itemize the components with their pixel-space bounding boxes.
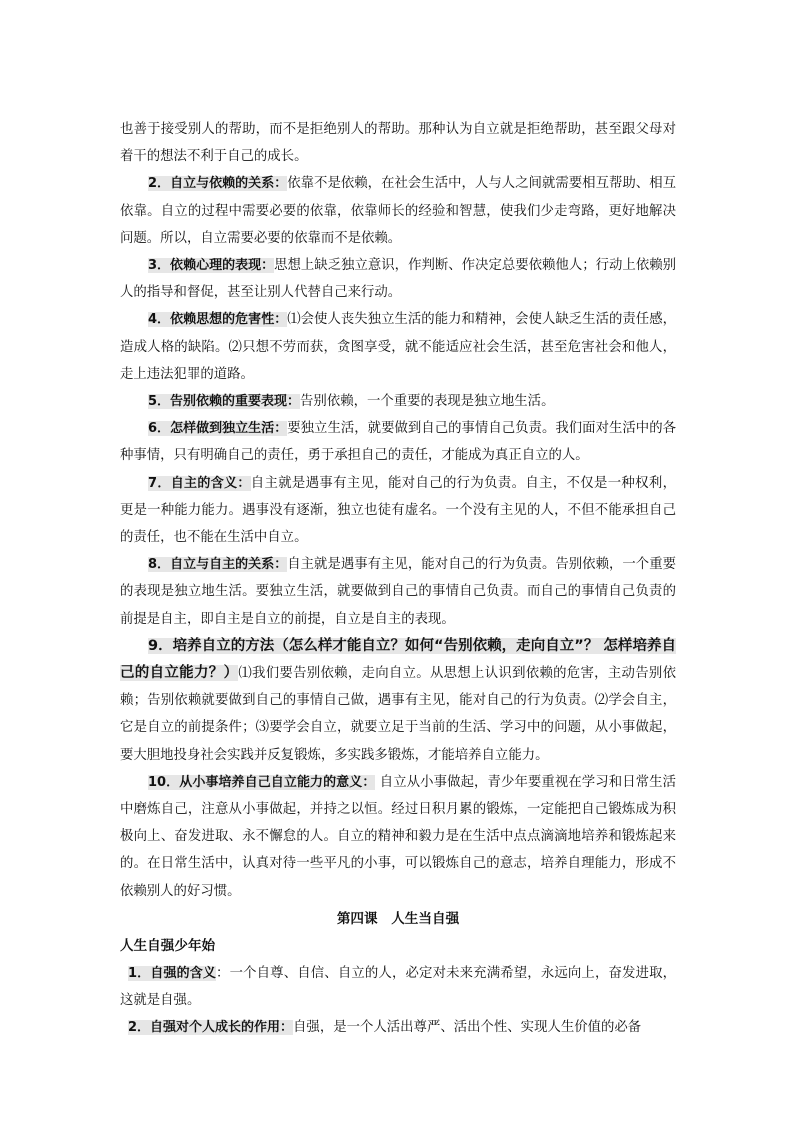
lesson-title: 第四课 人生当自强	[336, 910, 460, 927]
section-title: 人生自强少年始	[120, 937, 216, 954]
section-item-2-text: 自强，是一个人活出尊严、活出个性、实现人生价值的必备	[293, 1020, 642, 1036]
item-7-paragraph	[120, 470, 676, 552]
section-item-1-paragraph	[120, 960, 676, 1014]
item-2-term: 2．自立与依赖的关系：	[148, 176, 288, 192]
item-8-paragraph	[120, 551, 676, 633]
item-3-paragraph	[120, 252, 676, 306]
intro-text: 也善于接受别人的帮助，而不是拒绝别人的帮助。那种认为自立就是拒绝帮助，甚至跟父母对着干的想法不利于自己的成长。	[120, 122, 676, 165]
section-item-1-term: 1．自强的含义	[128, 965, 217, 981]
item-6-paragraph	[120, 415, 676, 469]
item-8-term: 8．自立与自主的关系：	[148, 557, 288, 573]
item-6-term: 6．怎样做到独立生活：	[148, 421, 288, 437]
item-4-term: 4．依赖思想的危害性：	[148, 312, 288, 328]
item-5-term: 5．告别依赖的重要表现：	[148, 394, 301, 410]
item-2-paragraph	[120, 170, 676, 252]
item-8-text: 自主就是遇事有主见，能对自己的行为负责。告别依赖，一个重要的表现是独立地生活。要独立生活，就要做到自己的事情自己负责。而自己的事情自己负责的前提是自主，即自主是自立的前提，自立是自主的表现。	[120, 557, 677, 627]
item-5-paragraph	[120, 388, 676, 415]
item-3-text: 思想上缺乏独立意识，作判断、作决定总要依赖他人；行动上依赖别人的指导和督促，甚至让别人代替自己来行动。	[120, 258, 677, 301]
item-2-text: 依靠不是依赖，在社会生活中，人与人之间就需要相互帮助、相互依靠。自立的过程中需要必要的依靠，依靠师长的经验和智慧，使我们少走弯路，更好地解决问题。所以，自立需要必要的依靠而不是依赖。	[120, 176, 677, 246]
item-9-paragraph	[120, 633, 676, 769]
section-item-2-paragraph	[120, 1014, 676, 1041]
item-10-text: 自立从小事做起，青少年要重视在学习和日常生活中磨炼自己，注意从小事做起，并持之以恒。经过日积月累的锻炼，一定能把自己锻炼成为积极向上、奋发进取、永不懈怠的人。自立的精神和毅力是在生活中点点滴滴地培养和锻炼起来的。在日常生活中，认真对待一些平凡的小事，可以锻炼自己的意志，培养自理能力，形成不依赖别人的好习惯。	[120, 774, 676, 899]
document-content	[120, 116, 676, 1042]
item-9-text: ⑴我们要告别依赖，走向自立。从思想上认识到依赖的危害，主动告别依赖；告别依赖就要做到自己的事情自己做，遇事有主见，能对自己的行为负责。⑵学会自主，它是自立的前提条件；⑶要学会自立，就要立足于当前的生活、学习中的问题，从小事做起，要大胆地投身社会实践并反复锻炼，多实践多锻炼，才能培养自立能力。	[120, 666, 676, 763]
intro-paragraph	[120, 116, 676, 170]
item-3-term: 3．依赖心理的表现：	[148, 258, 275, 274]
item-4-text: ⑴会使人丧失独立生活的能力和精神，会使人缺乏生活的责任感，造成人格的缺陷。⑵只想不劳而获，贪图享受，就不能适应社会生活，甚至危害社会和他人，走上违法犯罪的道路。	[120, 312, 677, 382]
item-6-text: 要独立生活，就要做到自己的事情自己负责。我们面对生活中的各种事情，只有明确自己的责任，勇于承担自己的责任，才能成为真正自立的人。	[120, 421, 677, 464]
item-4-paragraph	[120, 306, 676, 388]
item-9-term: 9．培养自立的方法（怎么样才能自立？如何“告别依赖，走向自立”？ 怎样培养自己的自立能力？）	[120, 637, 676, 682]
section-item-2-term: 2．自强对个人成长的作用：	[128, 1020, 294, 1036]
section-item-1-text: ：一个自尊、自信、自立的人，必定对未来充满希望，永远向上，奋发进取，这就是自强。	[120, 965, 677, 1009]
item-7-text: 自主就是遇事有主见，能对自己的行为负责。自主，不仅是一种权利，更是一种能力能力。遇事没有逐渐，独立也徒有虚名。一个没有主见的人，不但不能承担自己的责任，也不能在生活中自立。	[120, 475, 676, 546]
item-10-paragraph	[120, 769, 676, 905]
item-7-term: 7．自主的含义：	[148, 475, 251, 491]
item-10-term: 10．从小事培养自己自立能力的意义：	[148, 774, 376, 790]
item-5-text: 告别依赖，一个重要的表现是独立地生活。	[300, 394, 555, 410]
